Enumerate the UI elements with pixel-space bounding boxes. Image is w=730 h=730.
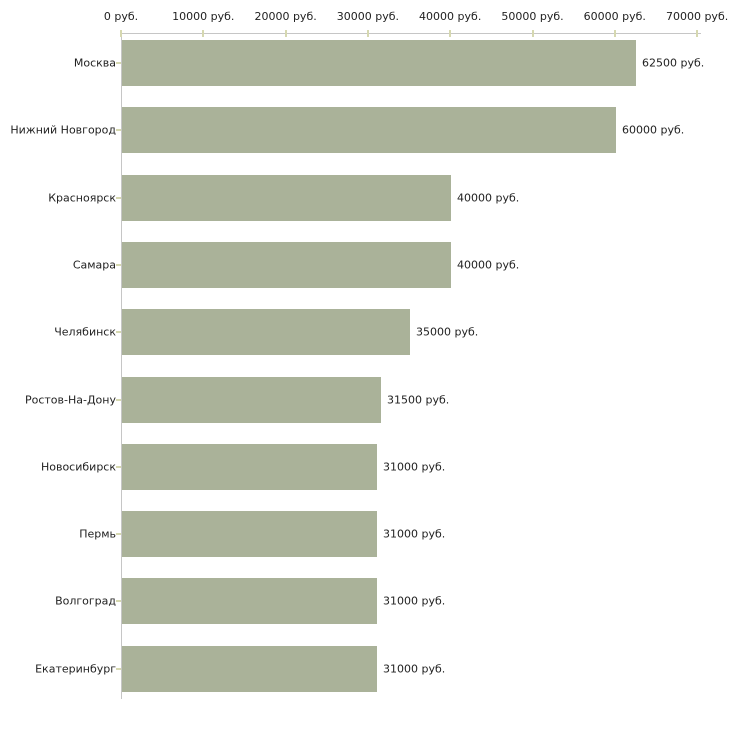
y-axis-tick (116, 466, 121, 468)
bar (122, 175, 451, 221)
x-axis-tick (120, 30, 122, 37)
x-axis-tick (532, 30, 534, 37)
value-label: 31000 руб. (383, 527, 446, 541)
category-label: Пермь (79, 527, 116, 541)
x-axis-tick-label: 30000 руб. (336, 10, 400, 23)
x-axis-tick (449, 30, 451, 37)
x-axis-tick-label: 40000 руб. (419, 10, 482, 23)
x-axis-tick-label: 0 руб. (103, 10, 139, 23)
y-axis-tick (116, 129, 121, 131)
y-axis-tick (116, 668, 121, 670)
y-axis-tick (116, 600, 121, 602)
y-axis-tick (116, 197, 121, 199)
category-label: Ростов-На-Дону (24, 393, 116, 407)
y-axis-tick (116, 62, 121, 64)
bar (122, 578, 377, 624)
value-label: 40000 руб. (457, 258, 520, 272)
x-axis-tick (367, 30, 369, 37)
category-label: Екатеринбург (35, 662, 116, 676)
x-axis-tick (614, 30, 616, 37)
x-axis-tick-label: 10000 руб. (172, 10, 235, 23)
y-axis-tick (116, 533, 121, 535)
category-label: Новосибирск (40, 460, 116, 474)
value-label: 60000 руб. (622, 123, 685, 137)
x-axis-tick (202, 30, 204, 37)
x-axis-tick-label: 20000 руб. (254, 10, 317, 23)
bar (122, 444, 377, 490)
value-label: 40000 руб. (457, 191, 520, 205)
bar (122, 646, 377, 692)
value-label: 31000 руб. (383, 594, 446, 608)
x-axis-tick-label: 60000 руб. (583, 10, 646, 23)
bar (122, 242, 451, 288)
category-label: Волгоград (55, 594, 116, 608)
bar (122, 377, 381, 423)
category-label: Челябинск (54, 325, 116, 339)
category-label: Москва (73, 56, 116, 70)
bar (122, 107, 616, 153)
value-label: 31000 руб. (383, 662, 446, 676)
bar (122, 309, 410, 355)
value-label: 31000 руб. (383, 460, 446, 474)
x-axis-tick-label: 50000 руб. (501, 10, 564, 23)
category-label: Красноярск (48, 191, 116, 205)
x-axis-tick (285, 30, 287, 37)
category-label: Нижний Новгород (10, 123, 116, 137)
x-axis-tick-label: 70000 руб. (665, 10, 729, 23)
value-label: 35000 руб. (416, 325, 479, 339)
y-axis-tick (116, 331, 121, 333)
x-axis-tick (696, 30, 698, 37)
value-label: 62500 руб. (642, 56, 705, 70)
bar (122, 511, 377, 557)
y-axis-tick (116, 264, 121, 266)
y-axis-tick (116, 399, 121, 401)
bar (122, 40, 636, 86)
value-label: 31500 руб. (387, 393, 450, 407)
category-label: Самара (72, 258, 116, 272)
